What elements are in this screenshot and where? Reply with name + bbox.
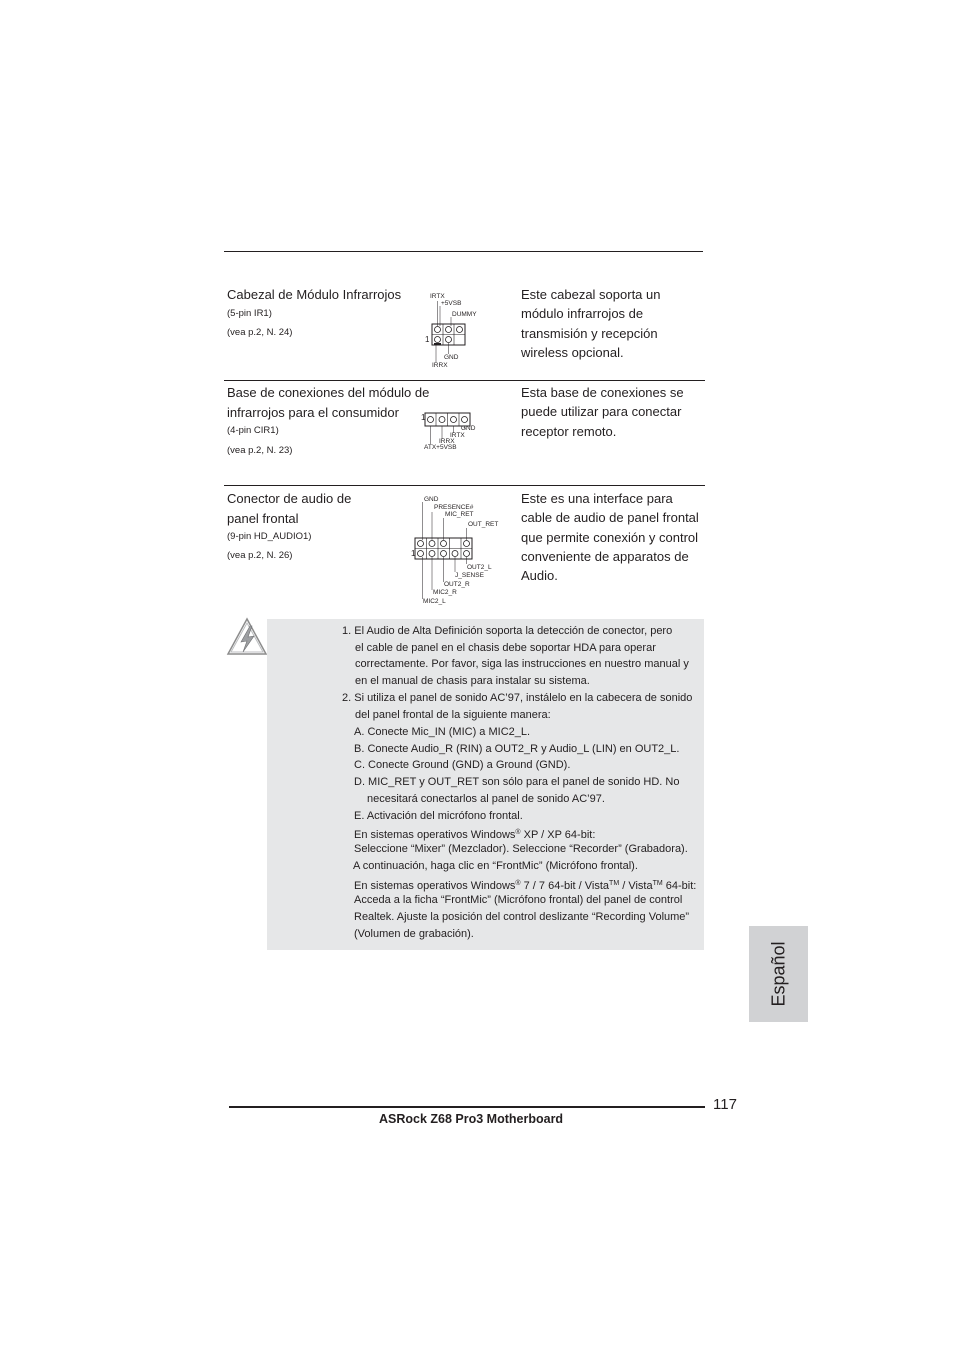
cir-pin-one-marker: 1: [421, 413, 426, 422]
cir-pin-irrx: IRRX: [439, 438, 455, 445]
audio-header-title: Conector de audio de panel frontal: [227, 491, 352, 526]
note-line-12: E. Activación del micrófono frontal.: [354, 810, 523, 822]
pin-gnd: GND: [444, 354, 459, 361]
language-tab-label: Español: [768, 941, 788, 1007]
ir-header-ref: (vea p.2, N. 24): [227, 327, 293, 338]
language-tab: [749, 926, 808, 1022]
note-line-1: 1. El Audio de Alta Definición soporta la detección de conector, pero: [342, 625, 673, 637]
note-line-13: En sistemas operativos Windows® XP / XP 64-bit:: [354, 829, 596, 841]
pin-dummy: DUMMY: [452, 311, 477, 318]
note-line-17: Acceda a la ficha “FrontMic” (Micrófono frontal) del panel de control: [354, 894, 683, 906]
audio-pin-out2-r: OUT2_R: [444, 581, 470, 588]
top-divider: [224, 251, 703, 252]
pin-irtx: IRTX: [430, 293, 445, 300]
section-divider-2: [224, 485, 705, 486]
warning-icon: [226, 616, 268, 656]
note-line-4: en el manual de chasis para instalar su sistema.: [355, 675, 590, 687]
note-line-2: el cable de panel en el chasis debe soportar HDA para operar: [355, 642, 656, 654]
note-line-16: En sistemas operativos Windows® 7 / 7 64-bit / Vista™ / Vista™ 64-bit:: [354, 880, 697, 892]
note-line-6: del panel frontal de la siguiente manera:: [355, 709, 551, 721]
audio-pin-gnd: GND: [424, 496, 439, 503]
audio-pin-mic-ret: MIC_RET: [445, 511, 474, 518]
audio-pin-out2-l: OUT2_L: [467, 564, 492, 571]
ir-header-diagram: [420, 290, 510, 370]
footer-product: ASRock Z68 Pro3 Motherboard: [379, 1112, 564, 1126]
audio-pin-j-sense: J_SENSE: [455, 572, 484, 579]
audio-header-diagram: [408, 492, 508, 607]
cir-header-pin-info: (4-pin CIR1): [227, 425, 279, 436]
page-number: 117: [713, 1096, 737, 1113]
note-line-19: (Volumen de grabación).: [354, 928, 474, 940]
ir-connector-graphic: [420, 290, 510, 370]
pin-one-marker: 1: [425, 335, 430, 344]
cir-header-diagram: [418, 410, 488, 455]
audio-header-ref: (vea p.2, N. 26): [227, 550, 293, 561]
pin-5vsb: +5VSB: [441, 300, 462, 307]
ir-header-description: Este cabezal soporta un módulo infrarrojos de transmisión y recepción wireless opcional.: [521, 287, 661, 360]
audio-pin-mic2-r: MIC2_R: [433, 589, 457, 596]
note-line-15: A continuación, haga clic en “FrontMic” (Micrófono frontal).: [353, 860, 638, 872]
cir-pin-irtx: IRTX: [450, 432, 465, 439]
note-line-8: B. Conecte Audio_R (RIN) a OUT2_R y Audio_L (LIN) en OUT2_L.: [354, 743, 680, 755]
audio-header-description: Este es una interface para cable de audio de panel frontal que permite conexión y control conveniente de apparatos de Audio.: [521, 491, 699, 584]
note-line-10: D. MIC_RET y OUT_RET son sólo para el panel de sonido HD. No: [354, 776, 680, 788]
audio-header-pin-info: (9-pin HD_AUDIO1): [227, 531, 312, 542]
note-line-18: Realtek. Ajuste la posición del control deslizante “Recording Volume”: [354, 911, 690, 923]
note-line-3: correctamente. Por favor, siga las instrucciones en nuestro manual y: [355, 658, 689, 670]
ir-header-pin-info: (5-pin IR1): [227, 308, 272, 319]
ir-header-title: Cabezal de Módulo Infrarrojos: [227, 287, 402, 302]
footer-rule: [229, 1106, 705, 1108]
cir-header-description: Esta base de conexiones se puede utilizar para conectar receptor remoto.: [521, 385, 684, 439]
audio-pin-out-ret: OUT_RET: [468, 521, 499, 528]
note-line-11: necesitará conectarlos al panel de sonido AC’97.: [367, 793, 605, 805]
audio-pin-mic2-l: MIC2_L: [423, 598, 446, 605]
audio-pin-one-marker: 1: [411, 549, 416, 558]
cir-pin-gnd: GND: [461, 425, 476, 432]
note-line-9: C. Conecte Ground (GND) a Ground (GND).: [354, 759, 571, 771]
pin-irrx: IRRX: [432, 362, 448, 369]
note-line-5: 2. Si utiliza el panel de sonido AC’97, instálelo en la cabecera de sonido: [342, 692, 693, 704]
note-line-7: A. Conecte Mic_IN (MIC) a MIC2_L.: [354, 726, 531, 738]
audio-pin-presence: PRESENCE#: [434, 504, 474, 511]
cir-header-ref: (vea p.2, N. 23): [227, 445, 293, 456]
cir-header-title: Base de conexiones del módulo de infrarrojos para el consumidor: [227, 385, 430, 420]
cir-pin-atx5vsb: ATX+5VSB: [424, 444, 457, 451]
section-divider-1: [224, 380, 705, 381]
note-line-14: Seleccione “Mixer” (Mezclador). Seleccione “Recorder” (Grabadora).: [354, 843, 688, 855]
